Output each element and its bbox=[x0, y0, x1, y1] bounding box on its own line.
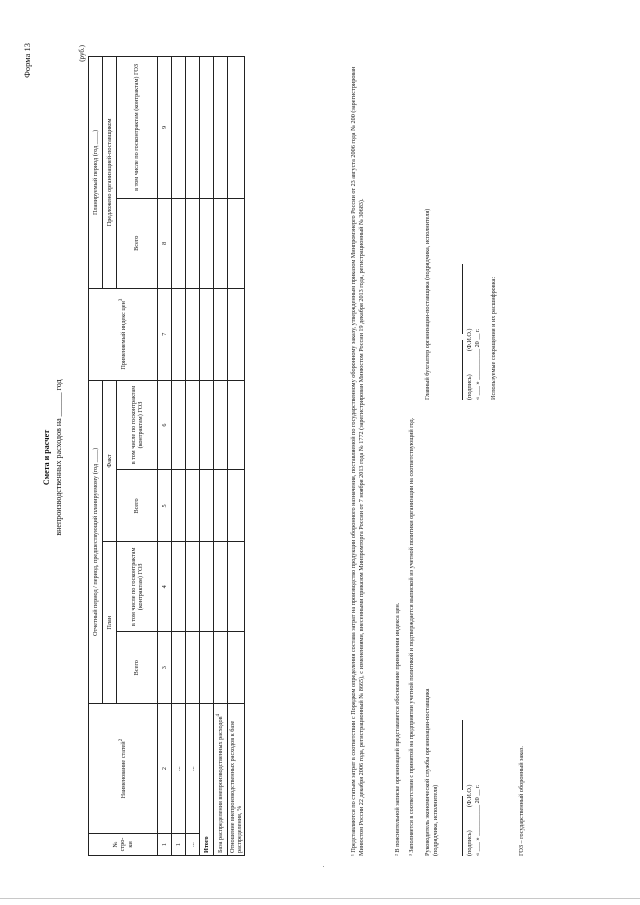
header-plan: План bbox=[103, 542, 117, 704]
signature-left bbox=[424, 496, 482, 856]
abbreviation-note: ГОЗ – государственный оборонный заказ. bbox=[518, 746, 525, 856]
left-signer-subtitle: (подрядчика, исполнителя) bbox=[432, 784, 440, 856]
col-num: 3 bbox=[158, 632, 172, 704]
header-applied-index: Применяемый индекс цен$^3$ bbox=[89, 288, 158, 380]
col-num: 5 bbox=[158, 470, 172, 542]
header-plan-total: Всего bbox=[117, 632, 158, 704]
left-signer-title: Руководитель экономической службы организации-поставщика bbox=[424, 688, 431, 856]
abbreviation-heading: Используемые сокращения и их расшифровка: bbox=[490, 276, 497, 400]
ratio-label: Отношение внепроизводственных расходов к базе распределения, % bbox=[228, 704, 245, 856]
header-report-period: Отчетный период / период, предшествующий планируемому (год ____) bbox=[89, 380, 103, 704]
footnote-1: ¹ Представляются по статьям затрат в соответствии с Порядком определения состава затрат на производство продукции оборонного назначения, поставляемой по государственному оборонному заказу, утвержденным приказом Минпромэнерго России от 23 августа 2006 года № 200 (зарегистрирован Минюстом России 22 декабря 2006 года, регистрационный № 8665), с изменениями, внесенными приказом Минпромторга России от 7 ноября 2013 года № 1772 (зарегистрирован Минюстом России 19 декабря 2013 года, регистрационный № 30683). bbox=[350, 66, 366, 856]
unit-label: (руб.) bbox=[78, 45, 86, 62]
doc-subtitle: внепроизводственных расходов на ______ год bbox=[54, 379, 63, 536]
header-fact: Факт bbox=[103, 380, 117, 542]
right-signer-title: Главный бухгалтер организации-поставщика (подрядчика, исполнителя) bbox=[424, 208, 431, 400]
right-fio-caption: (Ф.И.О.) bbox=[466, 328, 474, 352]
right-sign-caption: (подпись) bbox=[466, 374, 474, 400]
header-proposed-total: Всего bbox=[117, 198, 158, 288]
table-row-base bbox=[214, 57, 228, 856]
row-name: ... bbox=[186, 704, 200, 834]
row-no: ... bbox=[186, 834, 200, 856]
header-proposed: Предложено организацией-поставщиком bbox=[103, 57, 117, 289]
table-row bbox=[172, 57, 186, 856]
left-sign-caption: (подпись) bbox=[466, 830, 474, 856]
header-name: Наименование статей$^2$ bbox=[89, 704, 158, 834]
row-name: ... bbox=[172, 704, 186, 834]
col-num: 4 bbox=[158, 542, 172, 632]
header-planned-period: Планируемый период (год ____) bbox=[89, 57, 103, 289]
header-proposed-incl: в том числе по госконтрактам (контрактам) ГОЗ bbox=[117, 57, 158, 199]
doc-title: Смета и расчет bbox=[42, 429, 51, 486]
left-date: « ___ » __________ 20 __ г. bbox=[474, 784, 482, 856]
col-num: 1 bbox=[158, 834, 172, 856]
header-plan-incl: в том числе по госконтрактам (контрактам) ГОЗ bbox=[117, 542, 158, 632]
table-row-itogo bbox=[200, 57, 214, 856]
table-row bbox=[186, 57, 200, 856]
column-numbers-row bbox=[158, 57, 172, 856]
form-number: Форма 13 bbox=[22, 43, 32, 78]
itogo-label: Итого bbox=[200, 704, 214, 856]
header-fact-incl: в том числе по госконтрактам (контрактам) ГОЗ bbox=[117, 380, 158, 470]
scan-edge-line bbox=[0, 898, 640, 899]
right-date: « ___ » __________ 20 __ г. bbox=[474, 328, 482, 400]
header-no: № стро- ки bbox=[89, 834, 158, 856]
col-num: 7 bbox=[158, 288, 172, 380]
header-fact-total: Всего bbox=[117, 470, 158, 542]
base-label: База распределения внепроизводственных расходов$^4$ bbox=[214, 704, 228, 856]
col-num: 8 bbox=[158, 198, 172, 288]
footnote-2: ² В пояснительной записке организацией представляется обоснование применения индекса цен. bbox=[394, 602, 401, 856]
col-num: 9 bbox=[158, 57, 172, 199]
rotated-content bbox=[20, 35, 580, 880]
signature-right bbox=[424, 60, 482, 400]
col-num: 6 bbox=[158, 380, 172, 470]
estimate-table bbox=[88, 56, 245, 856]
col-num: 2 bbox=[158, 704, 172, 834]
table-row-ratio bbox=[228, 57, 245, 856]
row-no: 1 bbox=[172, 834, 186, 856]
left-fio-caption: (Ф.И.О.) bbox=[466, 784, 474, 808]
footnote-3: ³ Заполняется в соответствии с принятой на предприятии учетной политикой и подтверждается выпиской из учетной политики организации на соответствующий год. bbox=[408, 417, 415, 856]
